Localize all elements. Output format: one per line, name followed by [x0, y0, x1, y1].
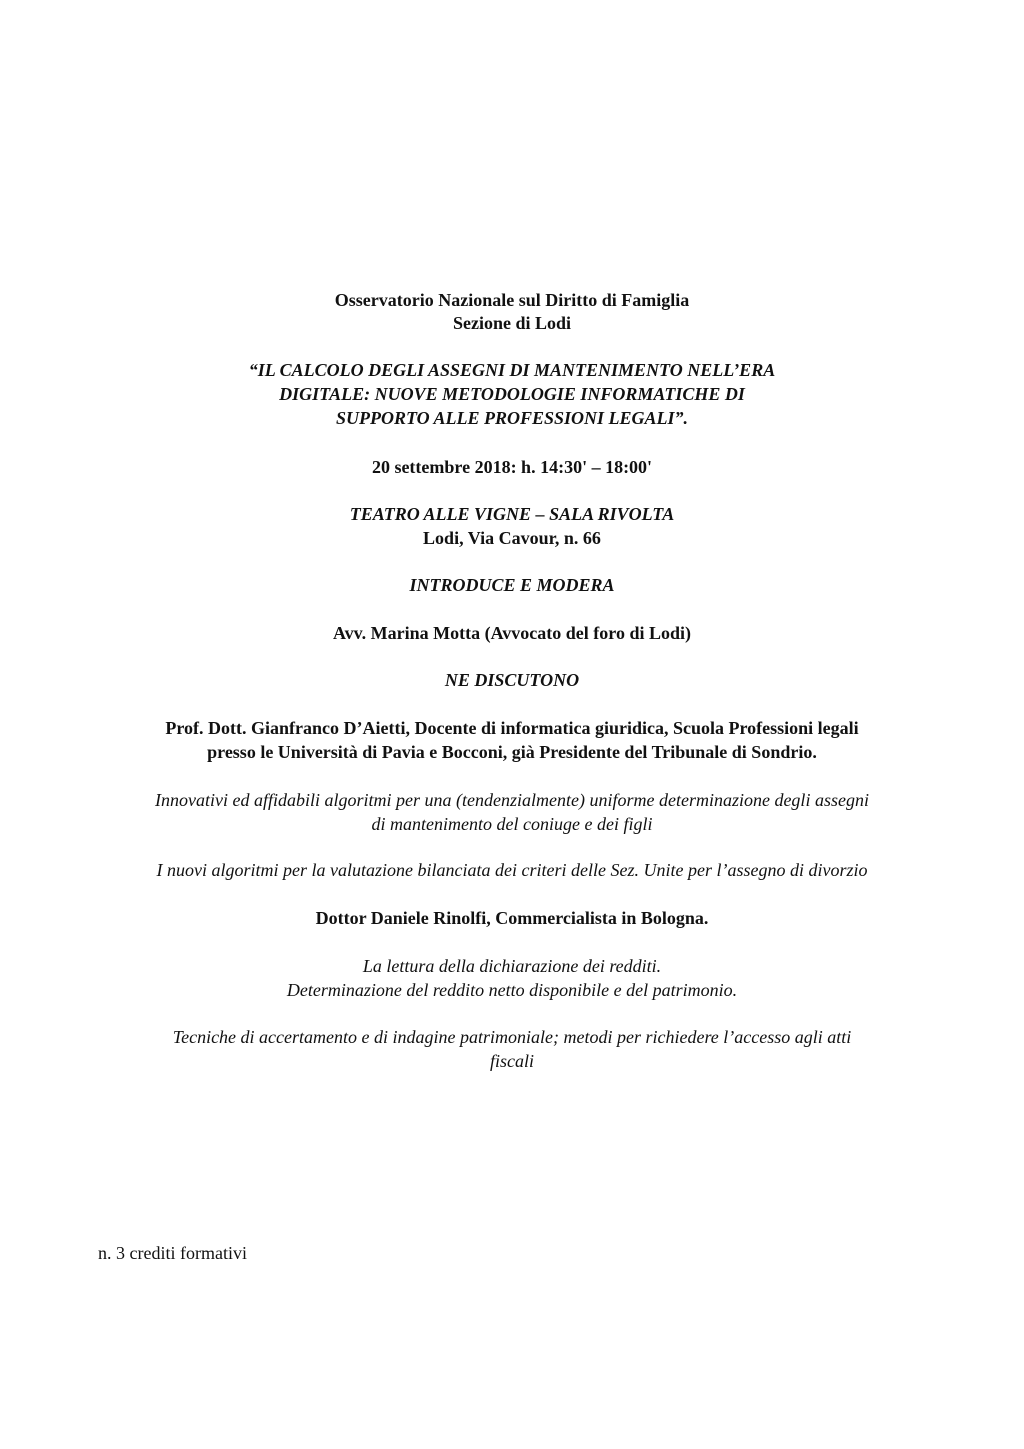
event-title-line-2: DIGITALE: NUOVE METODOLOGIE INFORMATICHE DI — [279, 384, 745, 404]
speaker-1-topic-1-line-2: di mantenimento del coniuge e dei figli — [371, 814, 653, 834]
moderation-heading: INTRODUCE E MODERA — [409, 575, 615, 595]
event-venue: TEATRO ALLE VIGNE – SALA RIVOLTA — [349, 504, 675, 524]
speaker-1-line-1: Prof. Dott. Gianfranco D’Aietti, Docente di informatica giuridica, Scuola Professioni legali — [165, 718, 859, 738]
speaker-2-topic-1-line-1: La lettura della dichiarazione dei redditi. — [362, 956, 662, 976]
speaker-2-topic-1-line-2: Determinazione del reddito netto disponibile e del patrimonio. — [286, 980, 738, 1000]
speaker-2-topic-2-line-2: fiscali — [490, 1051, 534, 1071]
speaker-2-name: Dottor Daniele Rinolfi, Commercialista in Bologna. — [315, 908, 709, 928]
section-name: Sezione di Lodi — [452, 313, 572, 333]
discussion-heading: NE DISCUTONO — [444, 670, 580, 690]
speaker-1-topic-1-line-1: Innovativi ed affidabili algoritmi per una (tendenzialmente) uniforme determinazione degli assegni — [155, 790, 869, 810]
speaker-2-topic-2-line-1: Tecniche di accertamento e di indagine patrimoniale; metodi per richiedere l’accesso agli atti — [172, 1027, 852, 1047]
training-credits: n. 3 crediti formativi — [98, 1243, 247, 1263]
event-title-line-1: “IL CALCOLO DEGLI ASSEGNI DI MANTENIMENTO NELL’ERA — [248, 360, 776, 380]
organization-name: Osservatorio Nazionale sul Diritto di Famiglia — [334, 290, 690, 310]
event-title-line-3: SUPPORTO ALLE PROFESSIONI LEGALI”. — [335, 408, 689, 428]
event-address: Lodi, Via Cavour, n. 66 — [423, 528, 601, 548]
moderator-name: Avv. Marina Motta (Avvocato del foro di Lodi) — [333, 623, 691, 643]
speaker-1-topic-2: I nuovi algoritmi per la valutazione bilanciata dei criteri delle Sez. Unite per l’assegno di divorzio — [156, 860, 868, 880]
event-datetime: 20 settembre 2018: h. 14:30' – 18:00' — [371, 457, 653, 477]
speaker-1-line-2: presso le Università di Pavia e Bocconi, già Presidente del Tribunale di Sondrio. — [207, 742, 817, 762]
